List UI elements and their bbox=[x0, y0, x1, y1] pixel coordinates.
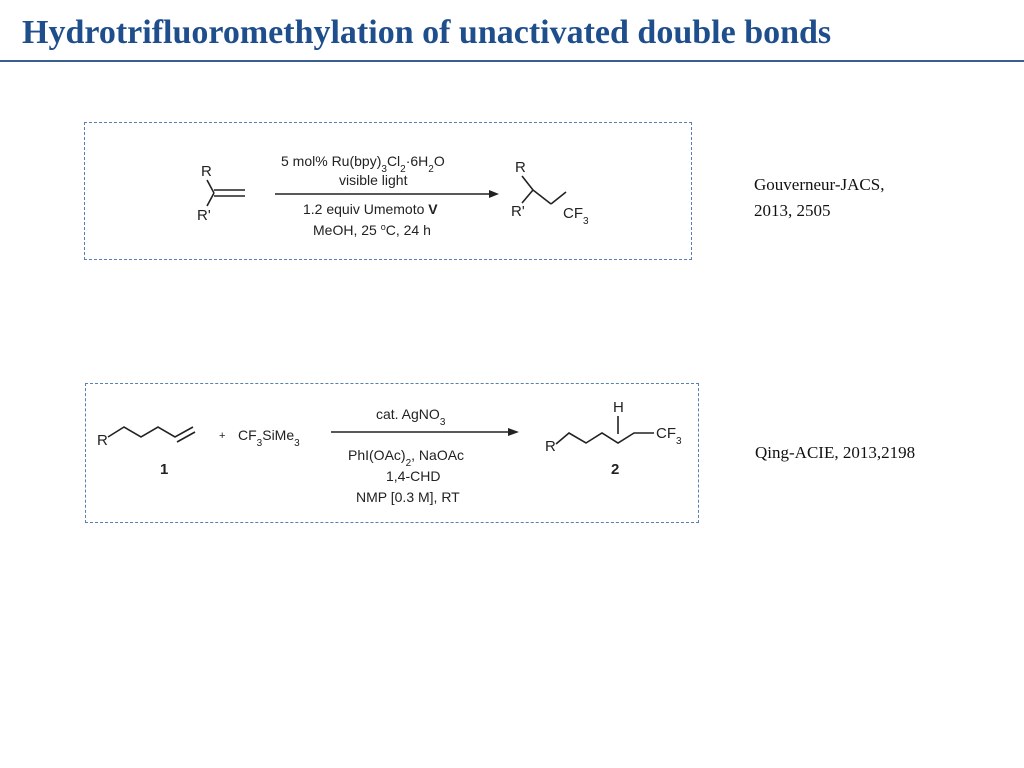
substrate-r-prime-label: R' bbox=[197, 207, 211, 224]
scheme1-condition-catalyst: 5 mol% $Ru(bpy)_3Cl_2\cdot 6H_2O$ bbox=[281, 153, 445, 175]
substrate-r-label: R bbox=[201, 163, 212, 180]
scheme2-condition-chd: 1,4-CHD bbox=[386, 468, 441, 484]
reagent-cf3-sime3: $CF_3SiMe_3$ bbox=[238, 427, 300, 449]
product-bond-r bbox=[522, 176, 533, 190]
substrate-chain bbox=[108, 427, 193, 437]
reaction-scheme-2 bbox=[85, 383, 699, 523]
reaction-scheme-1 bbox=[84, 122, 692, 260]
reaction-arrowhead-1 bbox=[489, 190, 499, 198]
substrate-bond-r bbox=[207, 180, 214, 193]
reaction-scheme-2-drawing bbox=[86, 384, 698, 522]
product-cf3-label: $CF_3$ bbox=[656, 425, 682, 447]
reaction-scheme-1-drawing bbox=[85, 123, 691, 259]
product-bond-chain bbox=[533, 190, 551, 204]
scheme2-condition-solvent: NMP [0.3 M], RT bbox=[356, 489, 460, 505]
product-bond-r-prime bbox=[522, 190, 533, 203]
product-r-label: R bbox=[545, 438, 556, 455]
slide-title: Hydrotrifluoromethylation of unactivated double bonds bbox=[22, 14, 832, 51]
scheme1-condition-solvent: MeOH, 25 $^o$C, 24 h bbox=[313, 222, 431, 238]
product-h-label: H bbox=[613, 399, 624, 416]
scheme1-condition-light: visible light bbox=[339, 172, 408, 188]
product-r-prime-label: R' bbox=[511, 203, 525, 220]
scheme1-condition-reagent: 1.2 equiv Umemoto V bbox=[303, 201, 438, 217]
scheme2-condition-catalyst: cat. AgNO$_3$ bbox=[376, 406, 446, 428]
scheme2-condition-oxidant: $PhI(OAc)_2$, NaOAc bbox=[348, 447, 465, 469]
reference-gouverneur-line1: Gouverneur-JACS, bbox=[754, 175, 885, 194]
reference-qing: Qing-ACIE, 2013,2198 bbox=[755, 443, 916, 462]
product-cf3-label: $CF_3$ bbox=[563, 205, 589, 227]
product-compound-number: 2 bbox=[611, 461, 620, 478]
product-r-label: R bbox=[515, 159, 526, 176]
substrate-r-label: R bbox=[97, 432, 108, 449]
plus-sign: + bbox=[219, 430, 226, 442]
product-bond-cf3 bbox=[551, 192, 566, 204]
reference-gouverneur bbox=[754, 172, 954, 224]
title-underline bbox=[0, 60, 1024, 62]
substrate-compound-number: 1 bbox=[160, 461, 169, 478]
reaction-arrowhead-2 bbox=[508, 428, 519, 436]
reference-gouverneur-line2: 2013, 2505 bbox=[754, 201, 831, 220]
product-chain bbox=[556, 433, 654, 444]
substrate-bond-r-prime bbox=[207, 193, 214, 206]
